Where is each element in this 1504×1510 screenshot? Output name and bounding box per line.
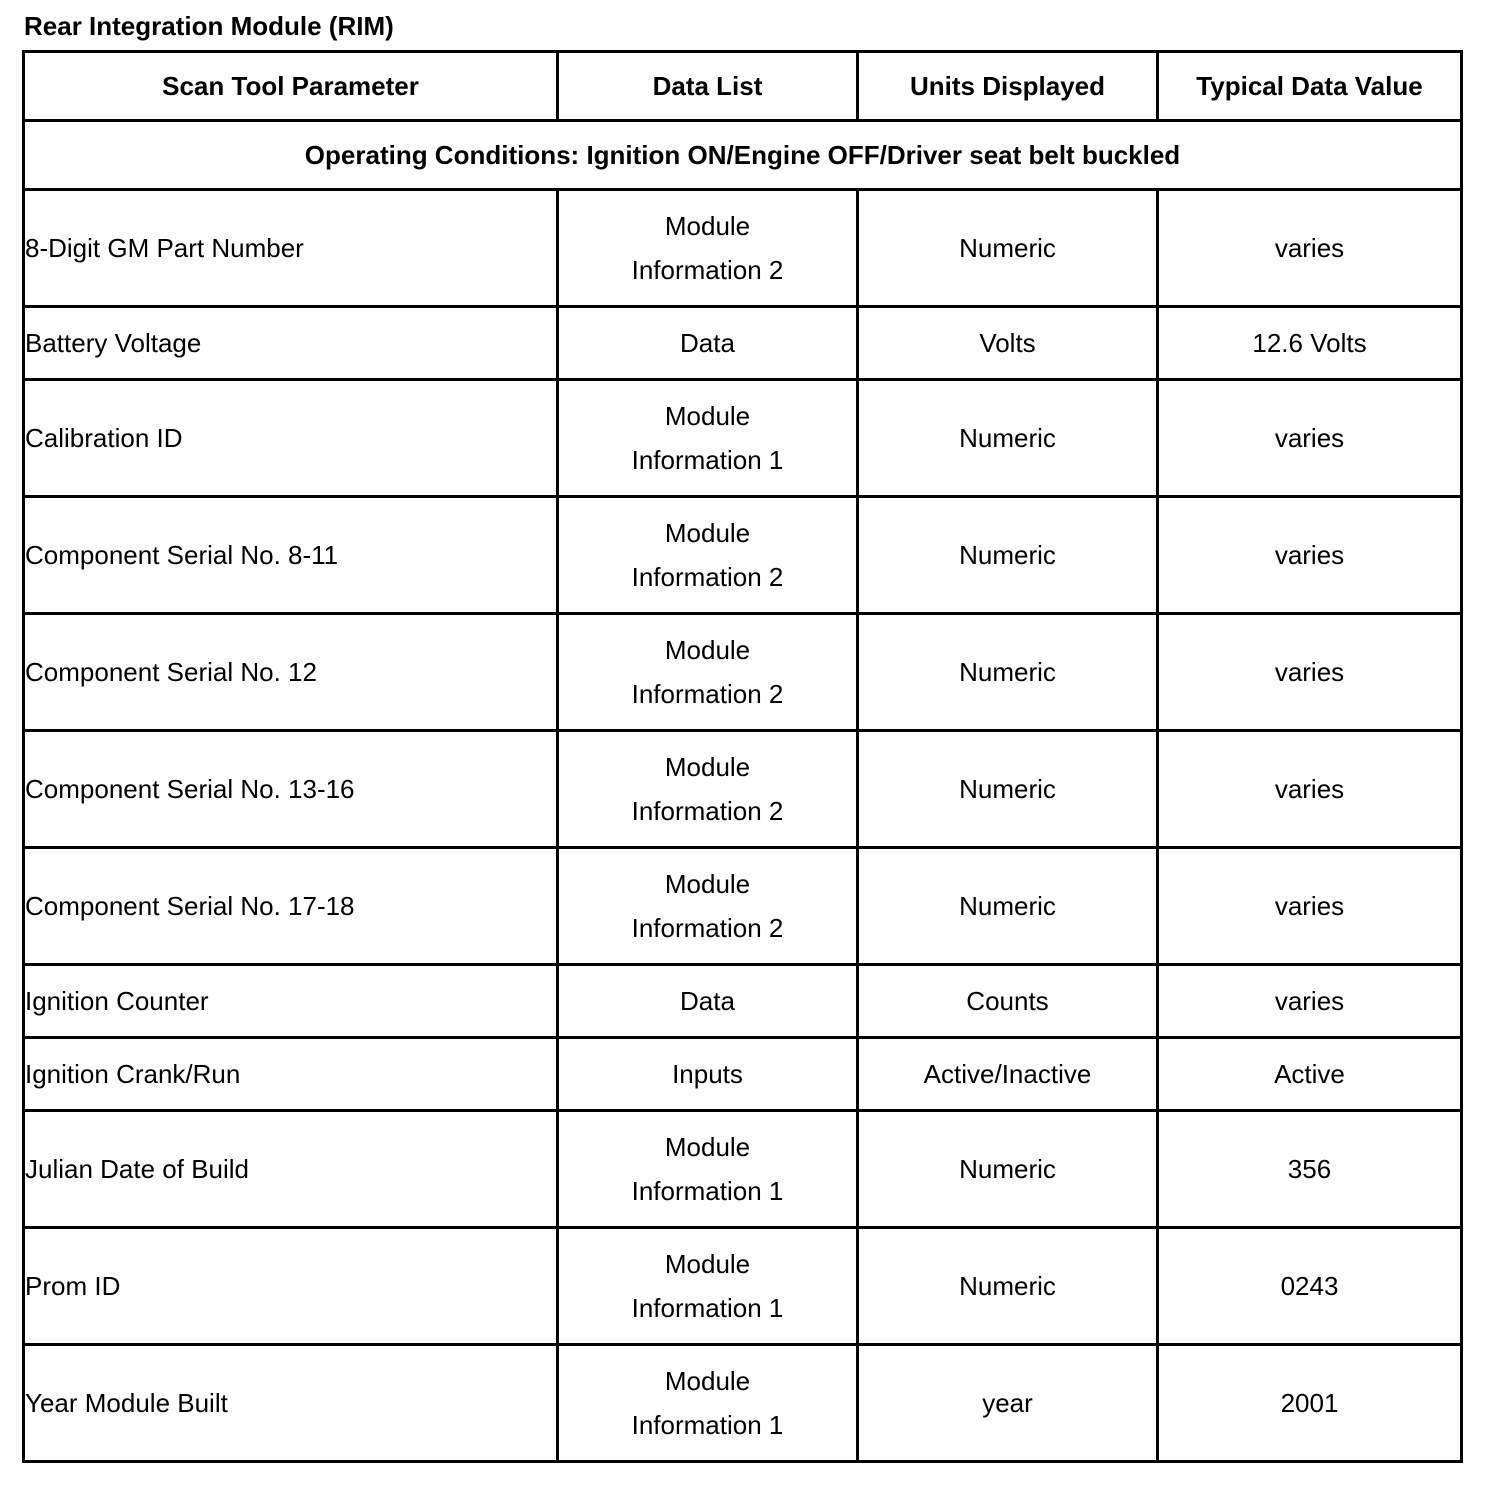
value-cell: 2001 [1158, 1345, 1462, 1462]
header-row [24, 52, 1462, 121]
units-cell: Numeric [858, 1111, 1158, 1228]
units-cell: Numeric [858, 614, 1158, 731]
table-row [24, 1228, 1462, 1345]
table-row [24, 380, 1462, 497]
data-list-cell: Module Information 1 [558, 1228, 858, 1345]
parameter-cell: Component Serial No. 17-18 [24, 848, 558, 965]
table-row [24, 307, 1462, 380]
value-cell: varies [1158, 965, 1462, 1038]
operating-conditions: Operating Conditions: Ignition ON/Engine OFF/Driver seat belt buckled [24, 121, 1462, 190]
value-cell: varies [1158, 190, 1462, 307]
table-row [24, 965, 1462, 1038]
table-row [24, 614, 1462, 731]
parameter-cell: Year Module Built [24, 1345, 558, 1462]
parameter-cell: Component Serial No. 13-16 [24, 731, 558, 848]
units-cell: Numeric [858, 497, 1158, 614]
parameter-table [22, 50, 1463, 1463]
data-list-cell: Module Information 1 [558, 1345, 858, 1462]
parameter-cell: Prom ID [24, 1228, 558, 1345]
table-row [24, 1345, 1462, 1462]
data-list-cell: Module Information 2 [558, 731, 858, 848]
value-cell: varies [1158, 848, 1462, 965]
header-typical-data-value: Typical Data Value [1158, 52, 1462, 121]
value-cell: 356 [1158, 1111, 1462, 1228]
table-row [24, 1038, 1462, 1111]
units-cell: Counts [858, 965, 1158, 1038]
table-row [24, 1111, 1462, 1228]
units-cell: Numeric [858, 848, 1158, 965]
header-data-list: Data List [558, 52, 858, 121]
units-cell: year [858, 1345, 1158, 1462]
table-row [24, 497, 1462, 614]
header-units-displayed: Units Displayed [858, 52, 1158, 121]
value-cell: Active [1158, 1038, 1462, 1111]
units-cell: Numeric [858, 380, 1158, 497]
parameter-cell: Julian Date of Build [24, 1111, 558, 1228]
value-cell: varies [1158, 614, 1462, 731]
data-list-cell: Inputs [558, 1038, 858, 1111]
parameter-cell: Calibration ID [24, 380, 558, 497]
units-cell: Active/Inactive [858, 1038, 1158, 1111]
value-cell: varies [1158, 731, 1462, 848]
units-cell: Numeric [858, 731, 1158, 848]
data-list-cell: Module Information 2 [558, 848, 858, 965]
table-row [24, 848, 1462, 965]
table-row [24, 190, 1462, 307]
value-cell: varies [1158, 497, 1462, 614]
parameter-cell: Ignition Crank/Run [24, 1038, 558, 1111]
value-cell: 0243 [1158, 1228, 1462, 1345]
value-cell: 12.6 Volts [1158, 307, 1462, 380]
data-list-cell: Module Information 1 [558, 380, 858, 497]
parameter-cell: Component Serial No. 12 [24, 614, 558, 731]
table-row [24, 731, 1462, 848]
data-list-cell: Data [558, 965, 858, 1038]
units-cell: Numeric [858, 190, 1158, 307]
units-cell: Numeric [858, 1228, 1158, 1345]
parameter-cell: Ignition Counter [24, 965, 558, 1038]
parameter-cell: Battery Voltage [24, 307, 558, 380]
document-title: Rear Integration Module (RIM) [24, 11, 394, 41]
data-list-cell: Module Information 2 [558, 190, 858, 307]
conditions-row [24, 121, 1462, 190]
units-cell: Volts [858, 307, 1158, 380]
data-list-cell: Data [558, 307, 858, 380]
data-list-cell: Module Information 2 [558, 497, 858, 614]
value-cell: varies [1158, 380, 1462, 497]
data-list-cell: Module Information 2 [558, 614, 858, 731]
parameter-cell: 8-Digit GM Part Number [24, 190, 558, 307]
data-list-cell: Module Information 1 [558, 1111, 858, 1228]
parameter-cell: Component Serial No. 8-11 [24, 497, 558, 614]
header-scan-tool-parameter: Scan Tool Parameter [24, 52, 558, 121]
